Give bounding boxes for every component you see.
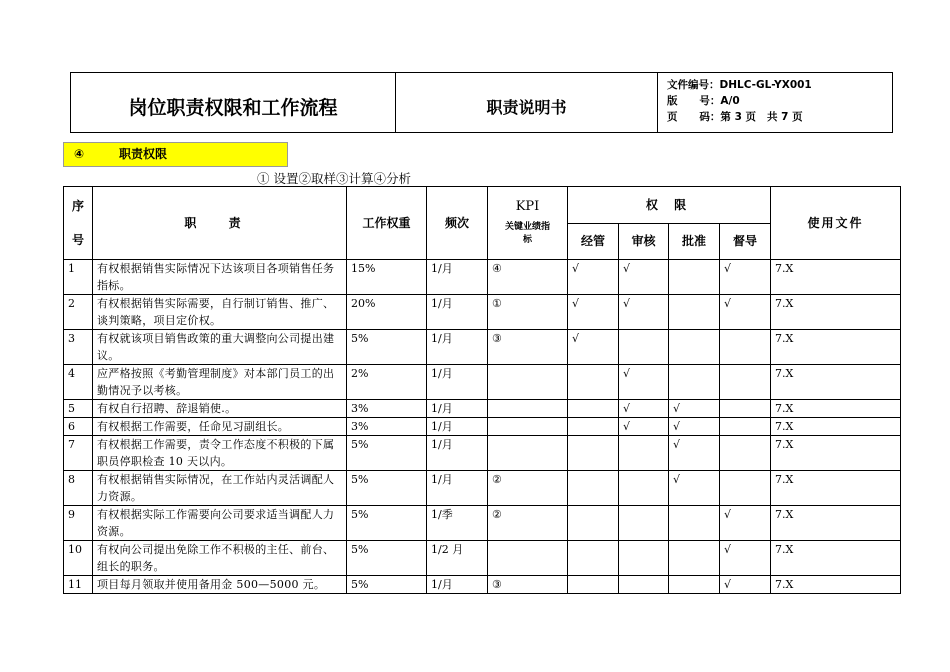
table-row [64, 330, 901, 365]
row-auth-supervise: √ [720, 506, 771, 541]
row-auth-review: √ [619, 365, 669, 400]
table-row [64, 365, 901, 400]
header-duty: 职 责 [93, 187, 347, 260]
document-header [70, 72, 893, 133]
row-number: 3 [64, 330, 93, 365]
row-duty: 有权根据工作需要，责令工作态度不积极的下属职员停职检查 10 天以内。 [93, 436, 347, 471]
row-frequency: 1/2 月 [427, 541, 488, 576]
row-auth-review [619, 576, 669, 594]
row-document: 7.X [771, 471, 901, 506]
row-auth-approve: √ [669, 400, 720, 418]
row-weight: 5% [347, 576, 427, 594]
row-weight: 5% [347, 541, 427, 576]
row-auth-supervise [720, 418, 771, 436]
row-auth-manage [568, 506, 619, 541]
section-heading [63, 142, 288, 167]
row-kpi: ② [488, 471, 568, 506]
row-weight: 3% [347, 400, 427, 418]
row-auth-supervise: √ [720, 295, 771, 330]
row-frequency: 1/季 [427, 506, 488, 541]
row-auth-approve [669, 295, 720, 330]
row-kpi: ① [488, 295, 568, 330]
row-frequency: 1/月 [427, 330, 488, 365]
row-auth-review [619, 506, 669, 541]
table-row [64, 400, 901, 418]
row-kpi [488, 418, 568, 436]
row-auth-approve [669, 541, 720, 576]
row-document: 7.X [771, 436, 901, 471]
row-weight: 5% [347, 471, 427, 506]
row-auth-manage [568, 400, 619, 418]
row-frequency: 1/月 [427, 418, 488, 436]
row-number: 4 [64, 365, 93, 400]
row-auth-manage [568, 418, 619, 436]
document-title: 岗位职责权限和工作流程 [71, 73, 396, 132]
row-auth-review: √ [619, 418, 669, 436]
document-meta [667, 77, 892, 125]
header-weight: 工作权重 [347, 187, 427, 260]
row-auth-approve: √ [669, 471, 720, 506]
row-auth-supervise [720, 400, 771, 418]
row-auth-manage: √ [568, 295, 619, 330]
table-row [64, 576, 901, 594]
row-auth-approve [669, 260, 720, 295]
row-number: 2 [64, 295, 93, 330]
row-auth-review: √ [619, 295, 669, 330]
row-auth-approve: √ [669, 418, 720, 436]
table-row [64, 471, 901, 506]
row-kpi [488, 400, 568, 418]
row-kpi [488, 436, 568, 471]
row-number: 11 [64, 576, 93, 594]
row-weight: 2% [347, 365, 427, 400]
table-row [64, 436, 901, 471]
row-document: 7.X [771, 541, 901, 576]
row-auth-manage: √ [568, 330, 619, 365]
row-auth-supervise [720, 365, 771, 400]
row-duty: 有权根据销售实际需要，自行制订销售、推广、谈判策略，项目定价权。 [93, 295, 347, 330]
row-auth-review [619, 541, 669, 576]
header-frequency: 频次 [427, 187, 488, 260]
table-row [64, 295, 901, 330]
row-weight: 20% [347, 295, 427, 330]
table-row [64, 506, 901, 541]
row-frequency: 1/月 [427, 295, 488, 330]
row-duty: 有权根据实际工作需要向公司要求适当调配人力资源。 [93, 506, 347, 541]
row-auth-manage: √ [568, 260, 619, 295]
row-weight: 5% [347, 436, 427, 471]
row-number: 6 [64, 418, 93, 436]
row-document: 7.X [771, 330, 901, 365]
section-number: ④ [74, 147, 85, 161]
row-duty: 有权根据销售实际情况，在工作站内灵活调配人力资源。 [93, 471, 347, 506]
row-number: 9 [64, 506, 93, 541]
row-auth-manage [568, 541, 619, 576]
header-authority: 权 限 [568, 187, 771, 224]
row-number: 7 [64, 436, 93, 471]
row-weight: 3% [347, 418, 427, 436]
row-auth-approve [669, 576, 720, 594]
row-duty: 有权向公司提出免除工作不积极的主任、前台、组长的职务。 [93, 541, 347, 576]
row-auth-manage [568, 436, 619, 471]
row-frequency: 1/月 [427, 400, 488, 418]
header-kpi: KPI 关键业绩指标 [488, 187, 568, 260]
section-title: 职责权限 [119, 147, 168, 161]
row-duty: 有权就该项目销售政策的重大调整向公司提出建议。 [93, 330, 347, 365]
row-weight: 15% [347, 260, 427, 295]
row-auth-manage [568, 365, 619, 400]
row-auth-approve [669, 365, 720, 400]
row-frequency: 1/月 [427, 576, 488, 594]
row-number: 10 [64, 541, 93, 576]
row-duty: 有权根据销售实际情况下达该项目各项销售任务指标。 [93, 260, 347, 295]
row-kpi: ④ [488, 260, 568, 295]
row-document: 7.X [771, 576, 901, 594]
row-document: 7.X [771, 418, 901, 436]
row-auth-review: √ [619, 400, 669, 418]
document-type: 职责说明书 [396, 73, 658, 132]
version: 版 号：A/0 [667, 95, 740, 107]
row-document: 7.X [771, 365, 901, 400]
row-frequency: 1/月 [427, 365, 488, 400]
row-auth-approve [669, 506, 720, 541]
row-auth-review [619, 471, 669, 506]
header-auth-supervise: 督导 [720, 224, 771, 260]
row-duty: 项目每月领取并使用备用金 500—5000 元。 [93, 576, 347, 594]
row-document: 7.X [771, 400, 901, 418]
file-number: 文件编号：DHLC-GL-YX001 [667, 79, 812, 91]
row-kpi: ② [488, 506, 568, 541]
row-auth-supervise: √ [720, 260, 771, 295]
header-index: 序号 [64, 187, 93, 260]
row-kpi [488, 365, 568, 400]
row-kpi: ③ [488, 330, 568, 365]
row-kpi [488, 541, 568, 576]
row-auth-supervise [720, 471, 771, 506]
row-kpi: ③ [488, 576, 568, 594]
table-row [64, 260, 901, 295]
row-frequency: 1/月 [427, 260, 488, 295]
header-auth-approve: 批准 [669, 224, 720, 260]
row-weight: 5% [347, 506, 427, 541]
row-auth-approve [669, 330, 720, 365]
row-weight: 5% [347, 330, 427, 365]
row-duty: 应严格按照《考勤管理制度》对本部门员工的出勤情况予以考核。 [93, 365, 347, 400]
header-auth-review: 审核 [619, 224, 669, 260]
row-document: 7.X [771, 260, 901, 295]
header-auth-manage: 经管 [568, 224, 619, 260]
row-auth-manage [568, 576, 619, 594]
row-document: 7.X [771, 506, 901, 541]
table-row [64, 418, 901, 436]
row-duty: 有权自行招聘、辞退销使.。 [93, 400, 347, 418]
row-number: 8 [64, 471, 93, 506]
row-frequency: 1/月 [427, 436, 488, 471]
row-auth-manage [568, 471, 619, 506]
row-duty: 有权根据工作需要，任命见习副组长。 [93, 418, 347, 436]
duty-table [63, 186, 901, 594]
row-auth-supervise [720, 436, 771, 471]
row-auth-approve: √ [669, 436, 720, 471]
row-auth-review [619, 436, 669, 471]
page-number: 页 码：第 3 页 共 7 页 [667, 111, 803, 123]
row-auth-review: √ [619, 260, 669, 295]
row-number: 5 [64, 400, 93, 418]
kpi-legend: ① 设置②取样③计算④分析 [257, 171, 411, 186]
row-document: 7.X [771, 295, 901, 330]
row-auth-review [619, 330, 669, 365]
row-number: 1 [64, 260, 93, 295]
row-frequency: 1/月 [427, 471, 488, 506]
table-row [64, 541, 901, 576]
header-documents: 使用文件 [771, 187, 901, 260]
row-auth-supervise: √ [720, 541, 771, 576]
row-auth-supervise: √ [720, 576, 771, 594]
row-auth-supervise [720, 330, 771, 365]
